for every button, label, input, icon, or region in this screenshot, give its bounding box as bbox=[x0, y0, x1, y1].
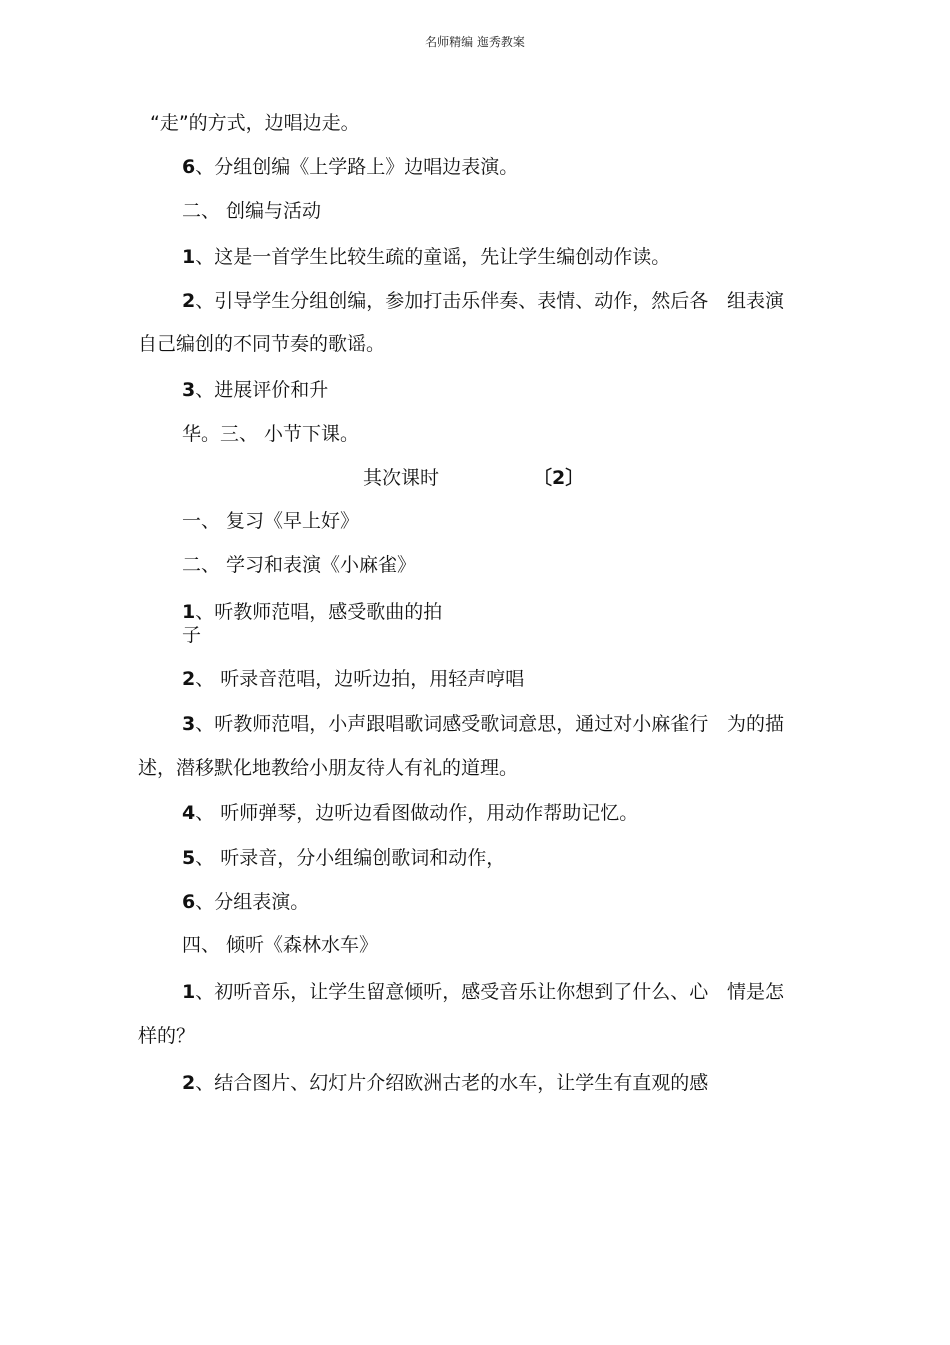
item-text: 、分组表演。 bbox=[195, 891, 310, 913]
section-heading: 四、 倾听《森林水车》 bbox=[182, 934, 379, 956]
section-heading: 二、 学习和表演《小麻雀》 bbox=[182, 554, 417, 576]
item-text: 、引导学生分组创编，参加打击乐伴奏、表情、动作，然后各 bbox=[195, 290, 709, 312]
item-number: 1 bbox=[182, 601, 196, 623]
list-item bbox=[182, 289, 708, 313]
list-item bbox=[182, 712, 708, 736]
list-item bbox=[182, 801, 638, 825]
item-text-continued: 情是怎 bbox=[727, 981, 785, 1003]
item-number: 2 bbox=[182, 1072, 196, 1094]
lesson-number: 〔2〕 bbox=[533, 467, 585, 489]
section-heading: 一、 复习《早上好》 bbox=[182, 510, 360, 532]
paragraph-line: 样的？ bbox=[138, 1025, 196, 1047]
item-text: 、这是一首学生比较生疏的童谣，先让学生编创动作读。 bbox=[195, 246, 671, 268]
item-number: 3 bbox=[182, 713, 196, 735]
item-text: 、 听录音，分小组编创歌词和动作， bbox=[195, 847, 506, 869]
item-text: 、结合图片、幻灯片介绍欧洲古老的水车，让学生有直观的感 bbox=[195, 1072, 709, 1094]
section-heading: 二、 创编与活动 bbox=[182, 200, 322, 222]
item-text: 、听教师范唱，小声跟唱歌词感受歌词意思，通过对小麻雀行 bbox=[195, 713, 709, 735]
item-number: 2 bbox=[182, 290, 196, 312]
lesson-title: 其次课时 bbox=[363, 467, 440, 489]
list-item bbox=[182, 378, 328, 402]
paragraph-line: “走”的方式，边唱边走。 bbox=[150, 112, 360, 134]
list-item bbox=[182, 600, 442, 624]
item-text-continued: 子 bbox=[182, 624, 202, 646]
item-text: 、分组创编《上学路上》边唱边表演。 bbox=[195, 156, 519, 178]
list-item bbox=[182, 667, 524, 691]
item-number: 6 bbox=[182, 891, 196, 913]
paragraph-line: 述，潜移默化地教给小朋友待人有礼的道理。 bbox=[138, 757, 519, 779]
list-item bbox=[182, 245, 670, 269]
paragraph-line: 华。三、 小节下课。 bbox=[182, 423, 360, 445]
paragraph-line: 自己编创的不同节奏的歌谣。 bbox=[138, 333, 386, 355]
item-number: 4 bbox=[182, 802, 196, 824]
list-item bbox=[182, 1071, 708, 1095]
list-item bbox=[182, 980, 708, 1004]
item-text-continued: 组表演 bbox=[727, 290, 785, 312]
item-text: 、初听音乐，让学生留意倾听，感受音乐让你想到了什么、心 bbox=[195, 981, 709, 1003]
item-number: 1 bbox=[182, 981, 196, 1003]
list-item bbox=[182, 890, 309, 914]
list-item bbox=[182, 155, 518, 179]
item-text: 、 听师弹琴，边听边看图做动作，用动作帮助记忆。 bbox=[195, 802, 639, 824]
item-number: 6 bbox=[182, 156, 196, 178]
item-number: 5 bbox=[182, 847, 196, 869]
item-number: 3 bbox=[182, 379, 196, 401]
item-text-continued: 为的描 bbox=[727, 713, 785, 735]
list-item bbox=[182, 846, 505, 870]
item-number: 2 bbox=[182, 668, 196, 690]
page-header: 名师精编 迤秀教案 bbox=[425, 35, 525, 49]
item-text: 、 听录音范唱，边听边拍，用轻声哼唱 bbox=[195, 668, 525, 690]
item-text: 、听教师范唱，感受歌曲的拍 bbox=[195, 601, 443, 623]
item-number: 1 bbox=[182, 246, 196, 268]
item-text: 、进展评价和升 bbox=[195, 379, 329, 401]
